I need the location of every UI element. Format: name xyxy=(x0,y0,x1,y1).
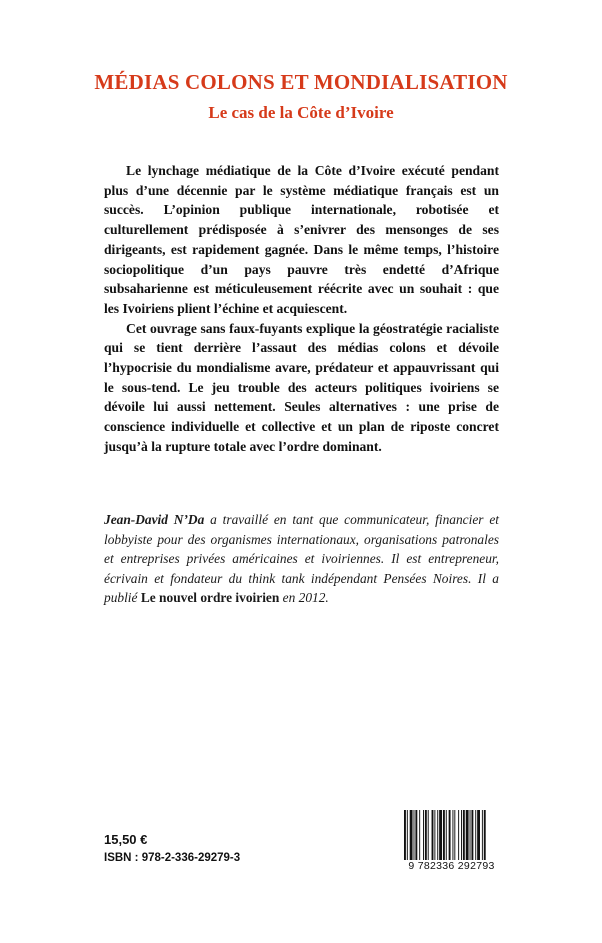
blurb-paragraph-2: Cet ouvrage sans faux-fuyants explique la géostratégie racialiste qui se tient derrière l’assaut des médias colons et dévoile l’hypocrisie du mondialisme avare, prédateur et appauvrissant qui le sous-tend. Le jeu trouble des acteurs politiques ivoiriens se dévoile lui aussi nettement. Seules alternatives : une prise de conscience individuelle et collective et un plan de riposte concret jusqu’à la rupture totale avec l’ordre dominant. xyxy=(104,320,499,454)
barcode-digits: 9 782336 292793 xyxy=(398,860,505,872)
bio-text-end: en 2012. xyxy=(279,590,329,606)
blurb xyxy=(104,161,499,457)
blurb-paragraph-1: Le lynchage médiatique de la Côte d’Ivoire exécuté pendant plus d’une décennie par le système médiatique français est un succès. L’opinion publique internationale, robotisée et culturellement prédisposée à s’enivrer des mensonges de ses dirigeants, est rapidement gagnée. Dans le même temps, l’histoire sociopolitique d’un pays pauvre très endetté d’Afrique subsaharienne est méticuleusement réécrite avec un souhait : que les Ivoiriens plient l’échine et acquiescent. xyxy=(104,163,499,316)
book-subtitle: Le cas de la Côte d’Ivoire xyxy=(208,103,394,122)
book-title: MÉDIAS COLONS ET MONDIALISATION xyxy=(94,70,508,94)
price: 15,50 € xyxy=(104,832,148,847)
bio-text: a travaillé en tant que communicateur, financier et lobbyiste pour des organismes internationaux, organisations patronales et entreprises privées américaines et ivoiriennes. Il est entrepreneur, écrivain et fondateur du think tank indépendant Pensées Noires. Il a publié xyxy=(104,512,499,606)
author-bio xyxy=(104,510,499,608)
barcode-bars xyxy=(398,810,505,862)
isbn: ISBN : 978-2-336-29279-3 xyxy=(104,852,241,864)
author-name: Jean-David N’Da xyxy=(104,512,205,527)
previous-work-title: Le nouvel ordre ivoirien xyxy=(140,590,280,606)
